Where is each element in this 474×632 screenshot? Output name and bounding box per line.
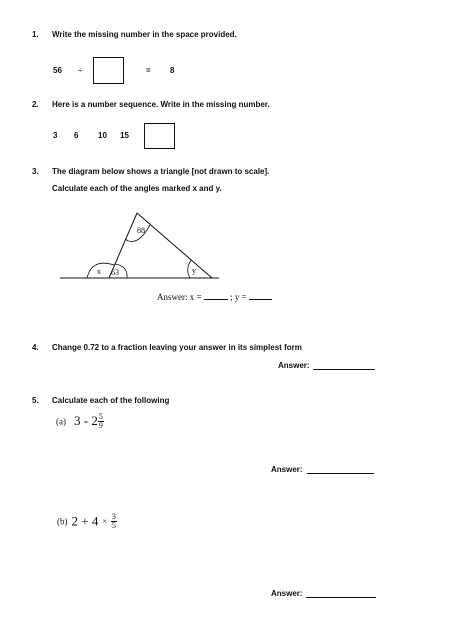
q1-result: 8 bbox=[170, 66, 175, 75]
q2-prompt: Here is a number sequence. Write in the missing number. bbox=[52, 100, 270, 109]
q2-answer-box[interactable] bbox=[144, 123, 175, 149]
q5a-fraction bbox=[98, 413, 104, 430]
q3-answer-line bbox=[157, 292, 272, 302]
q5a-expression bbox=[56, 412, 104, 430]
q5a-lead: 3 - 2 bbox=[74, 413, 98, 429]
q3-number: 3. bbox=[32, 167, 39, 176]
top-angle-label: 88 bbox=[137, 226, 145, 235]
q4-number: 4. bbox=[32, 343, 39, 352]
q3-prompt-1: The diagram below shows a triangle [not drawn to scale]. bbox=[52, 167, 270, 176]
q1-prompt: Write the missing number in the space provided. bbox=[52, 30, 237, 39]
q4-answer-blank[interactable] bbox=[313, 360, 375, 370]
q5a-label: (a) bbox=[56, 416, 66, 427]
x-angle-label: x bbox=[97, 267, 101, 276]
q5b-times: × bbox=[102, 516, 107, 526]
q1-answer-box[interactable] bbox=[93, 57, 124, 84]
q3-answer-y-label: ; y = bbox=[230, 292, 247, 302]
q5a-fraction-denominator: 9 bbox=[98, 420, 103, 430]
q2-term-1: 3 bbox=[53, 131, 58, 140]
q2-term-2: 6 bbox=[74, 131, 79, 140]
triangle-right-side bbox=[137, 213, 212, 278]
q1-number: 1. bbox=[32, 30, 39, 39]
q5b-answer-blank[interactable] bbox=[306, 588, 376, 598]
q5b-answer-label: Answer: bbox=[271, 589, 303, 598]
q4-answer-label: Answer: bbox=[278, 361, 310, 370]
q1-equals: = bbox=[146, 66, 151, 75]
y-angle-arc bbox=[188, 260, 191, 278]
q5b-lead: 2 + 4 bbox=[71, 513, 99, 529]
q5b-fraction bbox=[111, 513, 117, 530]
q4-prompt: Change 0.72 to a fraction leaving your answer in its simplest form bbox=[52, 343, 302, 352]
q5-prompt: Calculate each of the following bbox=[52, 396, 170, 405]
q3-answer-x-label: Answer: x = bbox=[157, 292, 202, 302]
y-angle-label: y bbox=[192, 266, 196, 275]
q1-dividend: 56 bbox=[53, 66, 62, 75]
triangle-diagram bbox=[54, 208, 224, 286]
q5b-fraction-numerator: 3 bbox=[111, 511, 116, 521]
q5b-fraction-denominator: 5 bbox=[111, 520, 116, 530]
q2-term-3: 10 bbox=[98, 131, 107, 140]
left-angle-label: 63 bbox=[111, 268, 119, 277]
q3-answer-x-blank[interactable] bbox=[204, 299, 228, 300]
q2-number: 2. bbox=[32, 100, 39, 109]
q3-prompt-2: Calculate each of the angles marked x and y. bbox=[52, 184, 222, 193]
q5-number: 5. bbox=[32, 396, 39, 405]
q1-divide-symbol: ÷ bbox=[78, 66, 83, 75]
q5b-expression bbox=[57, 512, 117, 530]
q5a-answer-blank[interactable] bbox=[307, 464, 374, 474]
q3-answer-y-blank[interactable] bbox=[249, 299, 272, 300]
q5a-fraction-numerator: 5 bbox=[98, 411, 103, 421]
q2-term-4: 15 bbox=[120, 131, 129, 140]
q5b-label: (b) bbox=[57, 516, 68, 527]
q5a-answer-label: Answer: bbox=[271, 465, 303, 474]
